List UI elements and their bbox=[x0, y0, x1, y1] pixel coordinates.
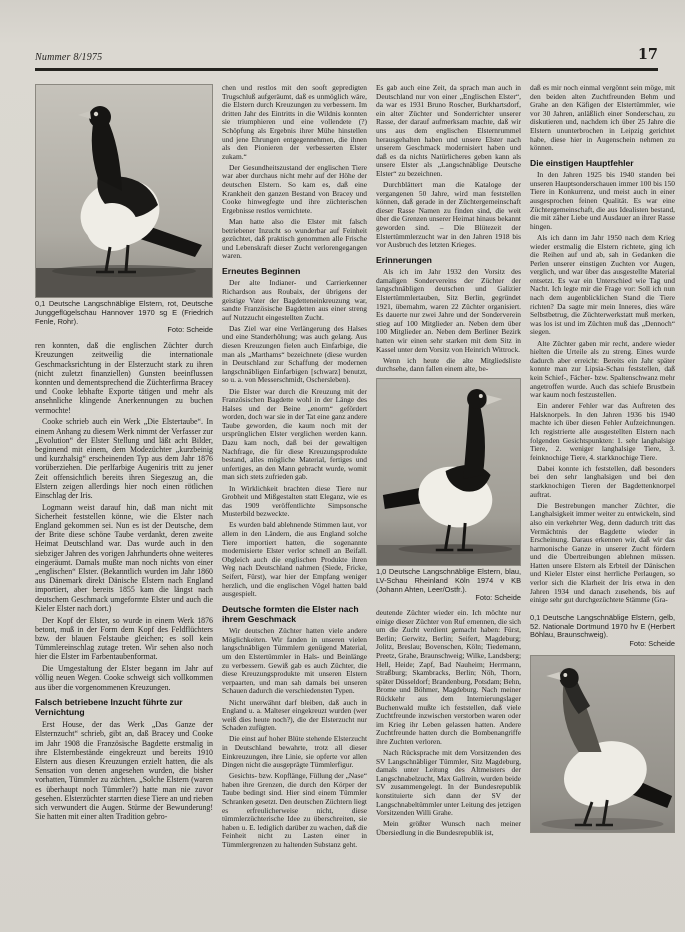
photo-caption-red: 0,1 Deutsche Langschnäblige Elstern, rot, Deutsche Junggeflügelschau Hannover 1970 sg E (Friedrich Fenle, Rohr). bbox=[35, 299, 213, 326]
column-4 bbox=[530, 84, 675, 852]
paragraph: Es gab auch eine Zeit, da sprach man auch in Deutschland nur von einer „Englischen Elster“, da war es 1931 Bruno Roscher, Burkhartsdorf, ein alter Züchter und Sonderrichter unserer Rasse, der darauf aufmerksam machte, daß wir uns aus dem englischen Elsternrummel herausgehalten haben und unsere Elster nach unserem Geschmack modernisiert haben und daß es da nichts Natürlicheres geben kann als unsere Elster als „Langschnäblige Deutsche Elster“ zu bezeichnen. bbox=[376, 83, 521, 178]
paragraph: Die Umgestaltung der Elster begann im Jahr auf völlig neuen Wegen. Cooke schweigt sich vollkommen aus über die vorgenommenen Kreuzungen. bbox=[35, 664, 213, 692]
paragraph: Dabei konnte ich feststellen, daß besonders bei den sehr langhalsigen und bei den starkknochigen Tieren der Bagdettenknorpel auftrat. bbox=[530, 463, 675, 499]
paragraph: Es wurden bald ablehnende Stimmen laut, vor allem in den Ländern, die aus England solche Tiere importiert hatten, die sogenannte modernisierte Elster verlor schnell an Beifall. Obgleich auch die englischen Produkte ihren Weg nach Deutschland nahmen (Siede, Fricke, Seifert, Fürst), war hier der Empfang weniger herzlich, und die englischen Vögel hatten bald ausgespielt. bbox=[222, 520, 367, 599]
paragraph: Alte Züchter gaben mir recht, andere wieder hielten die Urteile als zu streng. Eines wurde dadurch aber erreicht: Bereits ein Jahr später konnte man zur Lipsia-Schau feststellen, daß kein Schief-, Fächer- bzw. Spaltenschwanz mehr angetroffen wurde. Auch das schiefe Brustbein war kaum noch festzustellen. bbox=[530, 338, 675, 400]
paragraph: Nicht unerwähnt darf bleiben, daß auch in England u. a. Malteser eingekreuzt wurden (wer weiß dies heute noch?), die der Elsterzucht nur Schaden zufügten. bbox=[222, 697, 367, 733]
article-columns bbox=[35, 83, 675, 852]
paragraph: Erst House, der das Werk „Das Ganze der Elsternzucht“ schrieb, gibt an, daß Bracey und Cooke im Jahr 1908 die Französische Bagdette erstmalig in ihre Elsternbestände eingekreuzt und bereits 1910 Elstern aus diesen Kreuzungen erzielt hatten, die als Sensation von denen angesehen wurden, die bisher vorhatten, Tümmler zu züchten. „Solche Elstern (waren es überhaupt noch Tümmler?) hatte man nie zuvor gesehen. Elsterzüchter starrten diese Tiere an und rieben sich verwundert die Augen. Stürme der Bewunderung! Sie hatten mit einer alten Tradition gebro- bbox=[35, 720, 213, 822]
paragraph: Der Gesundheitszustand der englischen Tiere war aber durchaus nicht mehr auf der Höhe der deutschen Elstern. So kam es, daß eine Krankheit den ganzen Bestand von Bracey und Cooke hinwegfegte und ihre züchterischen Ergebnisse restlos vernichtete. bbox=[222, 162, 367, 215]
column-3 bbox=[376, 84, 521, 852]
paragraph: Als ich im Jahr 1932 den Vorsitz des damaligen Sondervereins der Züchter der langschnäbligen deutschen und Galizier Elstertümmlertauben, Sitz Berlin, gegründet 1921, übernahm, waren 22 Züchter organisiert. Es dauerte nur zwei Jahre und der Sonderverein stieg auf 100 Mitglieder an. Neben dem über 100 Mitglieder an. Neben dem Berliner Bezirk hatten wir einen sehr starken mit dem Sitz in Kassel unter dem Vorsitz von Heinrich Wittrock. bbox=[376, 267, 521, 354]
paragraph: Cooke schrieb auch ein Werk „Die Elstertaube“. In einem Anhang zu diesem Werk nimmt der Verfasser zur „Evolution“ der Elster Stellung und läßt acht Bilder, beginnend mit einem, dem Modezüchter „kurzbeinig und kurzhalsig“ erscheinenden Typ aus dem Jahr 1876 vorüberziehen. Die perlfarbige Augeniris tritt zu jener Zeit offensichtlich bereits ihren Siegeszug an, die Elstern zeigen allerdings hier noch einen rötlichen Einschlag der Iris. bbox=[35, 417, 213, 500]
photo-caption-yellow: 0,1 Deutsche Langschnäblige Elstern, gelb, 52. Nationale Dortmund 1970 hv E (Herbert Böhlau, Braunschweig). bbox=[530, 612, 675, 640]
pigeon-photo-blue bbox=[376, 378, 521, 566]
paragraph: Man hatte also die Elster mit falsch betriebener Inzucht so wunderbar auf Feinheit gezüchtet, daß praktisch genommen alle Frische und Lebenskraft dieser Zucht verlorengegangen waren. bbox=[222, 216, 367, 261]
photo-caption-blue: 1,0 Deutsche Langschnäblige Elstern, blau, LV-Schau Rheinland Köln 1974 v KB (Johann Ahten, Leer/Ostfr.). bbox=[376, 566, 521, 594]
column-1 bbox=[35, 84, 213, 852]
paragraph: Der alte Indianer- und Carrierkenner Richardson aus Roubaix, der übrigens der geistige Vater der Bagdetteneinkreuzung war, sandte Französische Bagdetten aus einer streng auf Nutzzucht eingestellten Zucht. bbox=[222, 278, 367, 322]
paragraph: Die einst auf hoher Blüte stehende Elsterzucht in Deutschland bewahrte, trotz all dieser Einkreuzungen, ihre Linie, sie opferte vor allen Dingen nicht die ausgeprägte Tümmlerfigur. bbox=[222, 734, 367, 770]
photo-credit-blue: Foto: Scheide bbox=[475, 593, 521, 603]
issue-label: Nummer 8/1975 bbox=[35, 52, 103, 63]
section-heading-geschmack: Deutsche formten die Elster nach ihrem Geschmack bbox=[222, 603, 359, 624]
section-heading-beginnen: Erneutes Beginnen bbox=[222, 265, 301, 276]
pigeon-blue-illustration bbox=[377, 379, 520, 565]
pigeon-photo-yellow bbox=[530, 655, 675, 833]
paragraph: In den Jahren 1925 bis 1940 standen bei unseren Hauptsonderschauen immer 100 bis 150 Tiere in Konkurrenz, und meist auch in einer ausgesprochen feinen Qualität. Es war eine Züchtergemeinschaft, die aus Idealisten bestand, die mit zäher Liebe und Ausdauer an ihrer Rasse hingen. bbox=[530, 170, 675, 231]
paragraph: daß es mir noch einmal vergönnt sein möge, mit den beiden alten Zuchtfreunden Behm und Grahe an den Käfigen der Elstertümmler, wie vor 30 Jahren, anläßlich einer Sonderschau, zu diskutieren und, nachdem ich über 25 Jahre die Elstern ununterbrochen in Leipzig gerichtet habe, diese hier in Augenschein nehmen zu können. bbox=[530, 83, 675, 153]
paragraph: Der Kopf der Elster, so wurde in einem Werk 1876 betont, muß in der Form dem Kopf des Feldflüchters bzw. der blauen Felstaube gleichen; es soll kein Tümmlereinschlag zutage treten. Wir sehen also noch hier die Elster im Farbentaubenformat. bbox=[35, 615, 213, 662]
paragraph: Wenn ich heute die alte Mitgliedsliste durchsehe, dann fallen einem alte, be- bbox=[376, 355, 521, 374]
pigeon-red-illustration bbox=[36, 85, 212, 297]
paragraph: Durchblättert man die Kataloge der vergangenen 50 Jahre, wird man feststellen können, daß gerade in der Züchtergemeinschaft dieser Rasse Namen zu finden sind, die weit über die Grenzen unserer Heimat hinaus bekannt geworden sind. – Die Blütezeit der Elstertümmlerzucht war in den Jahren 1918 bis vor Ausbruch des letzten Krieges. bbox=[376, 180, 521, 250]
paragraph: chen und restlos mit den sooft gepredigten Trugschluß aufgeräumt, daß es unmöglich wäre, die Elstern durch Kreuzungen zu verbessern. Im dritten Jahr des Eintritts in die Wildnis konnten sie triumphieren und eine vollendete (?) Schöpfung als Ergebnis ihrer Mühe hinstellen und jene Ehrungen entgegennehmen, die ihnen als den Pionieren der verbesserten Elster zukam.“ bbox=[222, 83, 367, 161]
paragraph: Das Ziel war eine Verlängerung des Halses und eine Standerhöhung; was auch gelang. Aus diesen Kreuzungen fielen auch Einfarbige, die man als „Marthams“ bezeichnete (diese wurden in Deutschland zur Schaffung der modernen langschnäbligen Einfarbigen [schwarz] benutzt, so u. a. von Messerschmidt, Oschersleben). bbox=[222, 323, 367, 385]
paragraph: Wir deutschen Züchter hatten viele andere Möglichkeiten. Wir fanden in unseren vielen langschnäbligen Tümmlern genügend Material, um den Elstertümmler in Hals- und Beinlänge zu verbessern. Gewiß gab es auch Züchter, die diese Kreuzungsprodukte mit unseren Elstern verpaarten, und man sah damals bei unseren Schauen dadurch die verschiedensten Typen. bbox=[222, 626, 367, 696]
paragraph: Die Elster war durch die Kreuzung mit der Französischen Bagdette wohl in der Länge des Halses und der Beine „enorm“ gefördert worden, doch war sie in der Tat eine ganz andere Taube geworden, die kaum noch mit der ursprünglichen Elster verglichen werden kann. Dazu kam noch, daß bei der gewaltigen Nachfrage, die für diese Kreuzungsprodukte bestand, alles mögliche Material, fertiges und unfertiges, an den Mann gebracht wurde, womit man sich stets zufrieden gab. bbox=[222, 386, 367, 482]
paragraph: Nach Rücksprache mit dem Vorsitzenden des SV Langschnäbliger Tümmler, Sitz Magdeburg, damals unter Leitung des Altmeisters der Langschnabelzucht, Max Gallrein, wurden beide SV zusammengelegt. In der Bundesrepublik konstituierte sich dann der SV der Langschnabeltümmler unter Leitung des jetzigen Vorsitzenden Willi Grahe. bbox=[376, 748, 521, 818]
paragraph: Ein anderer Fehler war das Auftreten des Halsknorpels. In den Jahren 1936 bis 1940 machte ich über diesen Fehler Aufzeichnungen. Ich registrierte alle ausgestellten Elstern nach folgenden Gesichtspunkten: 1. sehr langhalsige Tiere, 2. weniger langhalsige Tiere, 3. feinknochige Tiere, 4. starkknochige Tiere. bbox=[530, 401, 675, 462]
section-heading-erinnerungen: Erinnerungen bbox=[376, 254, 432, 265]
paragraph: ren konnten, daß die englischen Züchter durch Kreuzungen zeitweilig die internationale Geschmacksrichtung in der Elsterzucht stark zu ihren (nicht zuletzt finanziellen) Gunsten beeinflussen konnten und dementsprechend die Züchterfirma Bracey und Cooke lebhafte Exporte tätigen und mehr als ansehnliche klingende Anerkennungen zu buchen vermochte! bbox=[35, 341, 213, 415]
photo-credit-red: Foto: Scheide bbox=[167, 325, 213, 335]
pigeon-yellow-illustration bbox=[531, 656, 674, 832]
page-number: 17 bbox=[637, 46, 658, 63]
column-2 bbox=[222, 84, 367, 852]
section-heading-inzucht: Falsch betriebene Inzucht führte zur Vernichtung bbox=[35, 696, 183, 717]
paragraph: deutende Züchter wieder ein. Ich möchte nur einige dieser Züchter von Ruf ernennen, die sich um die Zucht verdient gemacht haben: Fürst, Berlin; Gerwitz, Berlin; Seifert, Magdeburg; Jolitz, Breslau; Bovenschen, Köln; Tiedemann, Preetz, Grahe, Braunschweig; Wilke, Landsberg; Hell, Heide; Zapf, Bad Nauheim; Herrmann, Straßburg; Skambracks, Berlin; Nöh, Thorn, später Düsseldorf; Brandenburg, Potsdam; Behn, Brome und Böhmer, Magdeburg. Nach meiner Rückkehr aus dem Internierungslager Buchenwald mußte ich feststellen, daß viele Zuchtfreunde inzwischen verstorben waren oder im Krieg ihr Leben gelassen hatten. Andere Zuchtfreunde hatten durch die Bombenangriffe ihre Zuchten verloren. bbox=[376, 608, 521, 746]
paragraph: Mein größter Wunsch nach meiner Übersiedlung in die Bundesrepublik ist, bbox=[376, 819, 521, 837]
pigeon-photo-red bbox=[35, 84, 213, 298]
paragraph: Als ich dann im Jahr 1950 nach dem Krieg wieder erstmalig die Elstern richtete, ging ich die Reihen auf und ab, sah in Gedanken die Perlen unserer einstigen Zuchten vor Augen, verglich, und war über das ausgestellte Material entsetzt. Es war ein Unterschied wie Tag und Nacht. Ich legte mir die Frage vor: Soll ich nun nach dem augenblicklichen Stand die Tiere richten? Da sagte mir mein Inneres, dies wäre Selbstbetrug, die Züchterwerkstatt muß merken, was los ist und im Züchten muß das „Dennoch“ siegen. bbox=[530, 232, 675, 337]
section-heading-hauptfehler: Die einstigen Hauptfehler bbox=[530, 157, 634, 168]
paragraph: Logmann weist darauf hin, daß man nicht mit Sicherheit feststellen könne, wie die Elster nach England gekommen sei. Nun es ist der Deutsche, dem der Brite diese schöne Taube verdankt, deren zweite Heimat Deutschland war. Das wurde auch in den siebziger Jahren des vorigen Jahrhunderts ohne weiteres eingeräumt. Damals mußte man noch nichts von einer „englischen“ Elster. (Bekanntlich wurden im Jahr 1860 aus Dänemark direkt Dänische Elstern nach England importiert, aber bereits 1855 kam die längst nach deutschem Geschmack umgeformte Elster und auch die Kieler Elster nach dort.) bbox=[35, 502, 213, 613]
page-header bbox=[35, 46, 658, 63]
header-rule bbox=[35, 68, 658, 71]
paragraph: In Wirklichkeit brachten diese Tiere nur Grobheit und Mißgestalten statt Eleganz, wie es das 1909 veröffentlichte Simpsonsche Musterbild bezweckte. bbox=[222, 483, 367, 519]
paragraph: Gesichts- bzw. Kopflänge, Füllung der „Nase“ haben ihre Grenzen, die durch den Körper der Taube bedingt sind. Hier sind einem Tümmler Schranken gesetzt. Den deutschen Züchtern liegt es erfreulicherweise nicht, diese tümmlerzüchterische Idee zu überschreiten, sie haben u. E. lediglich darüber zu wachen, daß die Feinheit nicht zu Lasten einer in Tümmlergrenzen zu haltenden Substanz geht. bbox=[222, 771, 367, 849]
paragraph: Die Bestrebungen mancher Züchter, die Langhalsigkeit immer weiter zu entwickeln, sind also ein verkehrter Weg, denn dadurch tritt das Vermächtnis der Bagdette wieder in Erscheinung. Daraus erkennen wir, daß wir das harmonische Ganze in unserer Zucht fördern und die Übertreibungen ablehnen müssen. Hatten unsere Elstern als Erbteil der Dänischen und Kieler Elster einst herrliche Perlaugen, so verlor sich die Klarheit der Iris etwa in den Jahren 1934 und danach zusehends, bis auf einige sehr gut durchgezüchtete Stämme (Gra- bbox=[530, 500, 675, 605]
photo-credit-yellow: Foto: Scheide bbox=[629, 639, 675, 649]
